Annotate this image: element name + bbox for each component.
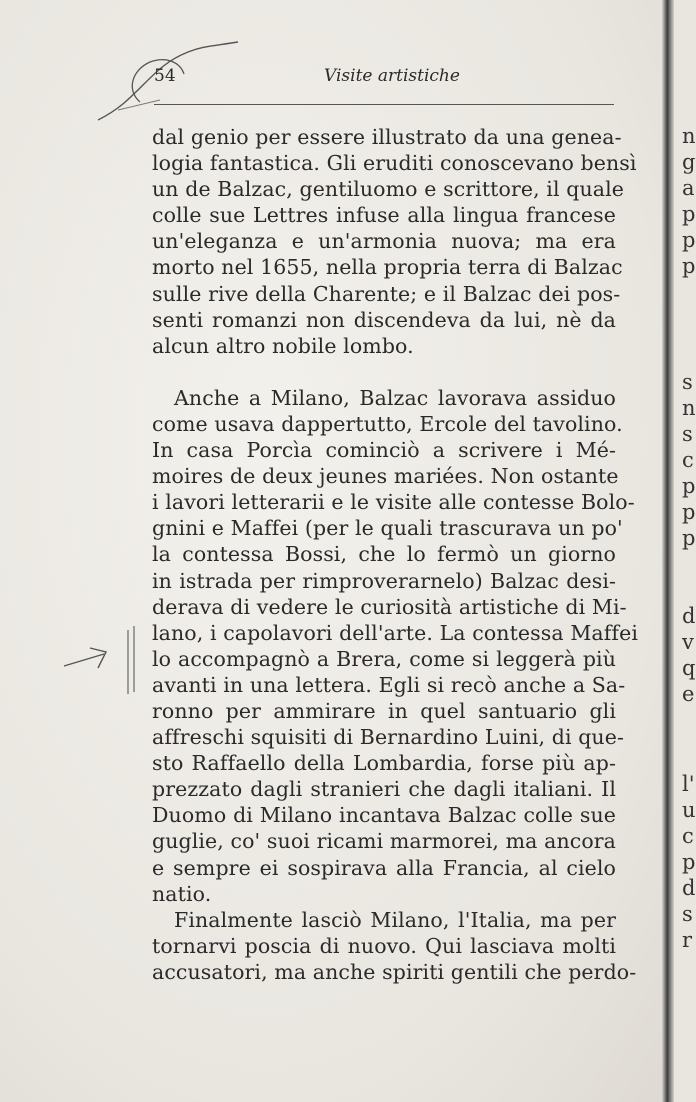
text-line: ronno per ammirare in quel santuario gli [152,698,616,723]
next-page-letter: p [682,850,696,874]
next-page-letter: p [682,254,696,278]
next-page-letter: s [682,370,693,394]
next-page-letter: g [682,150,696,174]
text-line: In casa Porcìa cominciò a scrivere i Mé- [152,438,616,463]
paragraph [152,907,637,985]
text-line: dal genio per essere illustrato da una genea- [152,125,622,149]
text-line: i lavori letterarii e le visite alle contesse Bolo- [152,490,635,515]
text-line: la contessa Bossi, che lo fermò un giorno [152,542,616,567]
next-page-letter: p [682,228,696,252]
header-rule [154,104,614,105]
text-line: accusatori, ma anche spiriti gentili che perdo- [152,959,637,984]
page-header [154,64,614,92]
running-title: Visite artistiche [324,66,460,86]
next-page-letter: n [682,396,696,420]
next-page-letter: d [682,604,696,628]
next-page-letter: p [682,202,696,226]
text-line: colle sue Lettres infuse alla lingua francese [152,203,616,228]
paragraph [152,385,638,907]
book-gutter [662,0,674,1102]
paragraph [152,124,637,359]
text-line: tornarvi poscia di nuovo. Qui lasciava molti [152,933,616,958]
text-line: e sempre ei sospirava alla Francia, al cielo [152,855,616,880]
text-line: sto Raffaello della Lombardia, forse più ap- [152,751,616,776]
text-line: gnini e Maffei (per le quali trascurava un po' [152,516,623,541]
text-line: derava di vedere le curiosità artistiche di Mi- [152,594,627,619]
next-page-letter: d [682,876,696,900]
text-line: senti romanzi non discendeva da lui, nè da [152,307,616,332]
next-page-letter: p [682,526,696,550]
next-page-letter: a [682,176,695,200]
next-page-letter: q [682,656,696,680]
text-line: moires de deux jeunes mariées. Non ostante [152,464,619,489]
next-page-letter: s [682,422,693,446]
next-page-letter: l' [682,772,695,796]
text-line: prezzato dagli stranieri che dagli italiani. Il [152,777,616,802]
next-page-letter: e [682,682,695,706]
text-line: natio. [152,881,212,906]
next-page-letter: c [682,824,694,848]
text-line: un'eleganza e un'armonia nuova; ma era [152,229,616,254]
text-line: alcun altro nobile lombo. [152,333,414,358]
text-line: Finalmente lasciò Milano, l'Italia, ma per [174,907,616,932]
next-page-letter: v [682,630,694,654]
text-line: morto nel 1655, nella propria terra di Balzac [152,255,623,280]
text-line: logia fantastica. Gli eruditi conoscevano bensì [152,151,637,176]
page-number: 54 [154,66,176,86]
next-page-letter: n [682,124,696,148]
text-line: lano, i capolavori dell'arte. La contessa Maffei [152,620,638,645]
next-page-letter: p [682,474,696,498]
text-line: avanti in una lettera. Egli si recò anche a Sa- [152,672,626,697]
text-line: Duomo di Milano incantava Balzac colle sue [152,803,616,828]
text-line: affreschi squisiti di Bernardino Luini, di que- [152,725,624,750]
margin-arrow-icon [60,622,150,702]
text-line: sulle rive della Charente; e il Balzac dei pos- [152,281,621,306]
text-line: un de Balzac, gentiluomo e scrittore, il quale [152,177,624,202]
text-line: in istrada per rimproverarnelo) Balzac desi- [152,568,616,593]
text-line: lo accompagnò a Brera, come si leggerà più [152,646,616,671]
text-line: come usava dappertutto, Ercole del tavolino. [152,411,623,436]
next-page-edge [674,0,696,1102]
next-page-letter: r [682,928,693,952]
text-line: guglie, co' suoi ricami marmorei, ma ancora [152,829,616,854]
next-page-letter: s [682,902,693,926]
body-text [152,124,638,985]
text-line: Anche a Milano, Balzac lavorava assiduo [174,385,616,410]
next-page-letter: c [682,448,694,472]
next-page-letter: p [682,500,696,524]
next-page-letter: u [682,798,696,822]
